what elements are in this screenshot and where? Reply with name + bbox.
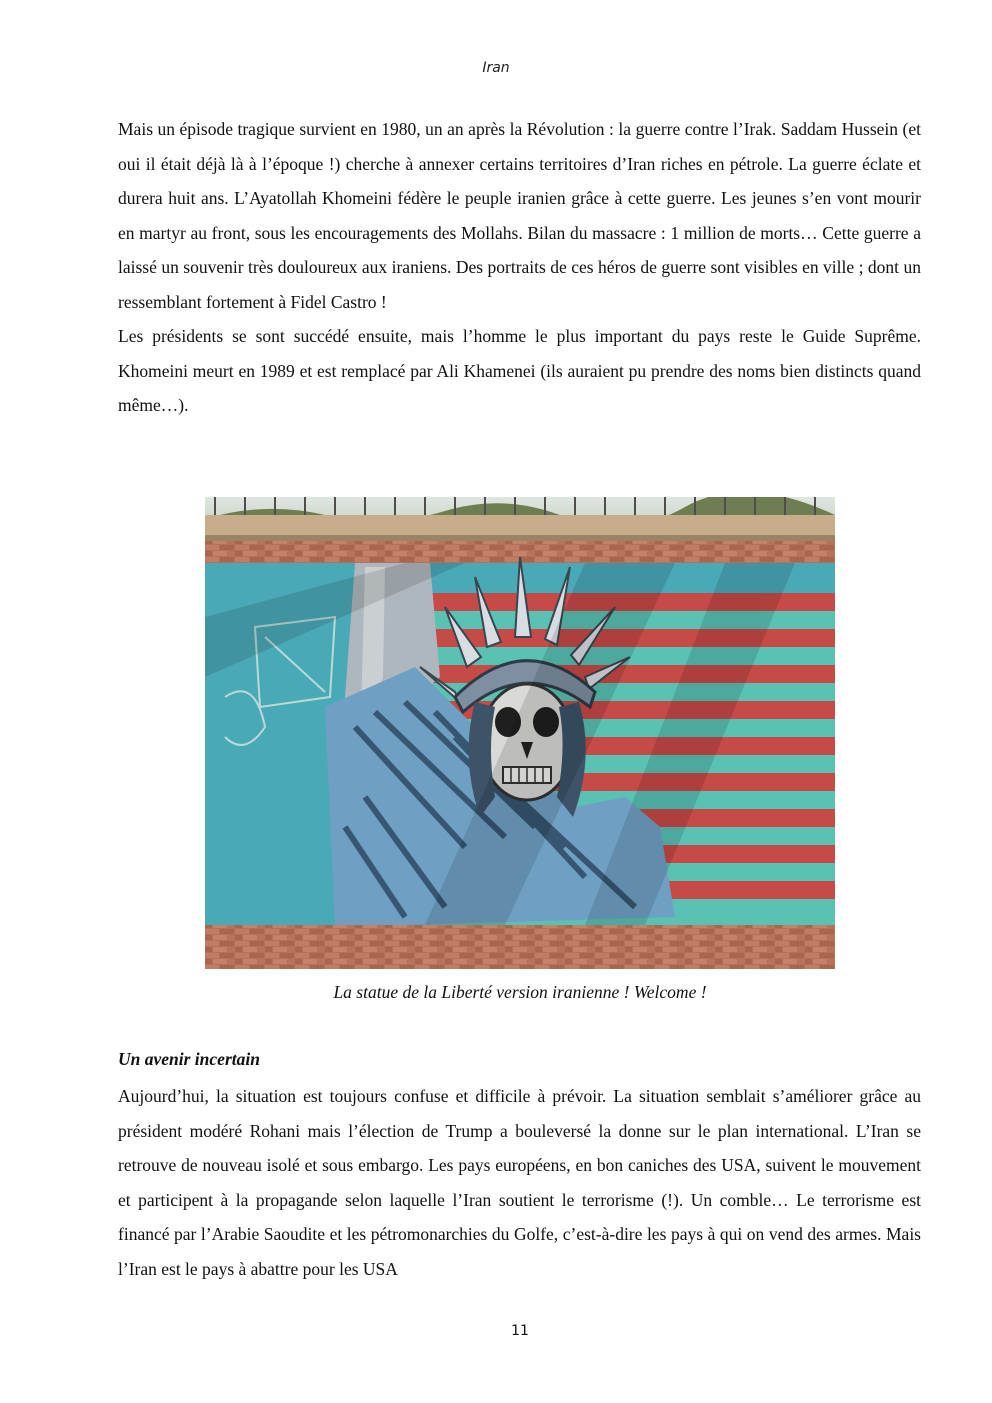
section-title: Un avenir incertain (118, 1049, 260, 1069)
figure-caption: La statue de la Liberté version iranienne ! Welcome ! (333, 982, 707, 1002)
running-header: Iran (482, 60, 510, 76)
body-text-top (118, 112, 921, 423)
paragraph-uncertain-future: Aujourd’hui, la situation est toujours confuse et difficile à prévoir. La situation semblait s’améliorer grâce au président modéré Rohani mais l’élection de Trump a bouleversé la donne sur le plan international. L’Iran se retrouve de nouveau isolé et sous embargo. Les pays européens, en bon caniches des USA, suivent le mouvement et participent à la propagande selon laquelle l’Iran soutient le terrorisme (!). Un comble… Le terrorisme est financé par l’Arabie Saoudite et les pétromonarchies du Golfe, c’est-à-dire les pays à qui on vend des armes. Mais l’Iran est le pays à abattre pour les USA (118, 1086, 921, 1279)
mural-photo (205, 497, 835, 969)
body-text-bottom (118, 1079, 921, 1286)
paragraph-presidents: Les présidents se sont succédé ensuite, mais l’homme le plus important du pays reste le Guide Suprême. Khomeini meurt en 1989 et est remplacé par Ali Khamenei (ils auraient pu prendre des noms bien distincts quand même…). (118, 326, 921, 415)
paragraph-iraq-war: Mais un épisode tragique survient en 1980, un an après la Révolution : la guerre contre l’Irak. Saddam Hussein (et oui il était déjà là à l’époque !) cherche à annexer certains territoires d’Iran riches en pétrole. La guerre éclate et durera huit ans. L’Ayatollah Khomeini fédère le peuple iranien grâce à cette guerre. Les jeunes s’en vont mourir en martyr au front, sous les encouragements des Mollahs. Bilan du massacre : 1 million de morts… Cette guerre a laissé un souvenir très douloureux aux iraniens. Des portraits de ces héros de guerre sont visibles en ville ; dont un ressemblant fortement à Fidel Castro ! (118, 119, 921, 312)
page-number: 11 (511, 1323, 529, 1339)
